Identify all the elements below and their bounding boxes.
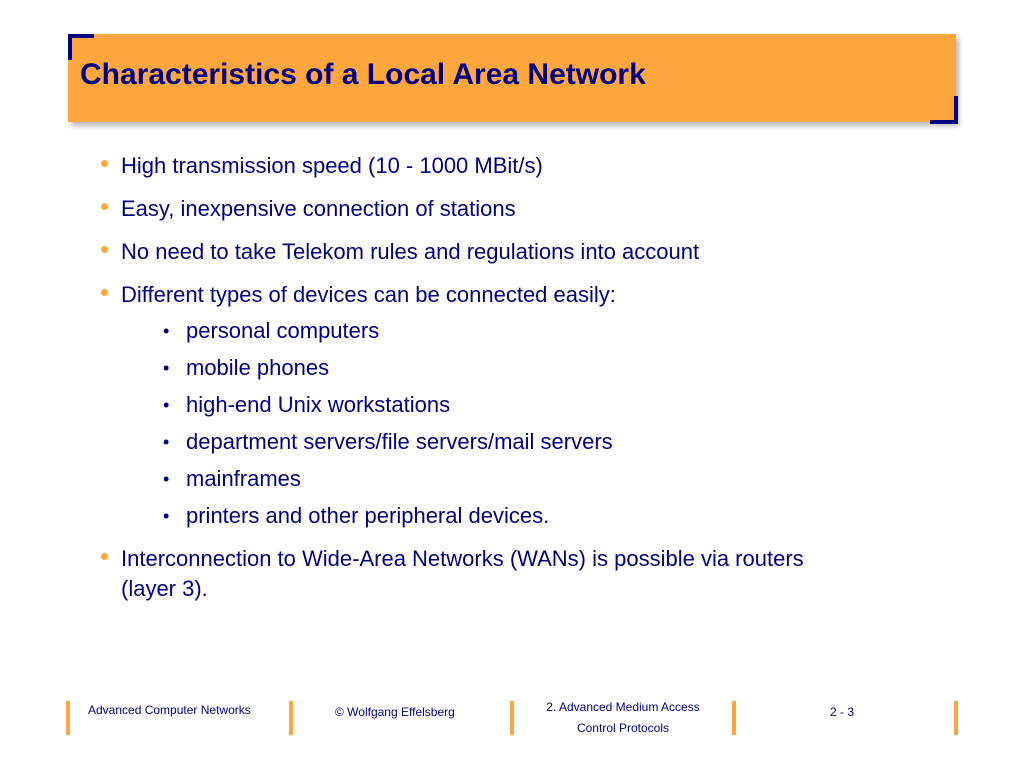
sub-bullet-text: department servers/file servers/mail servers xyxy=(186,429,613,454)
sub-bullet-item xyxy=(121,464,980,494)
footer-chapter-line1: 2. Advanced Medium Access xyxy=(546,700,700,714)
sub-bullet-list xyxy=(121,316,980,531)
footer-chapter-line2: Control Protocols xyxy=(576,721,670,735)
sub-bullet-text: personal computers xyxy=(186,318,380,343)
sub-bullet-icon: • xyxy=(163,358,170,378)
sub-bullet-icon: • xyxy=(163,321,170,341)
bullet-item xyxy=(100,234,980,267)
sub-bullet-icon: • xyxy=(163,432,170,452)
bullet-text-line2: (layer 3). xyxy=(121,576,208,601)
slide-title: Characteristics of a Local Area Network xyxy=(80,58,646,91)
bullet-icon: • xyxy=(100,148,110,178)
sub-bullet-text: mainframes xyxy=(186,466,301,491)
footer-course: Advanced Computer Networks xyxy=(88,703,251,717)
sub-bullet-item xyxy=(121,427,980,457)
sub-bullet-text: high-end Unix workstations xyxy=(186,392,451,417)
bullet-list xyxy=(100,148,980,617)
bullet-icon: • xyxy=(100,541,110,571)
bullet-text: Easy, inexpensive connection of stations xyxy=(121,196,516,221)
title-corner-bottom-right xyxy=(930,96,958,124)
title-corner-top-left xyxy=(68,34,94,60)
bullet-item xyxy=(100,541,980,604)
bullet-item xyxy=(100,148,980,181)
bullet-text: High transmission speed (10 - 1000 MBit/s) xyxy=(121,153,543,178)
footer-divider xyxy=(954,701,958,735)
footer-divider xyxy=(732,701,736,735)
bullet-icon: • xyxy=(100,277,110,307)
footer-divider xyxy=(289,701,293,735)
bullet-text: No need to take Telekom rules and regulations into account xyxy=(121,239,700,264)
bullet-item xyxy=(100,191,980,224)
slide-footer xyxy=(0,690,1024,740)
sub-bullet-item xyxy=(121,316,980,346)
sub-bullet-icon: • xyxy=(163,506,170,526)
bullet-icon: • xyxy=(100,234,110,264)
footer-copyright: © Wolfgang Effelsberg xyxy=(335,705,455,719)
bullet-icon: • xyxy=(100,191,110,221)
sub-bullet-item xyxy=(121,353,980,383)
footer-divider xyxy=(66,701,70,735)
footer-page-number: 2 - 3 xyxy=(830,705,855,719)
bullet-text-line1: Interconnection to Wide-Area Networks (WANs) is possible via routers xyxy=(121,546,804,571)
bullet-item xyxy=(100,277,980,531)
sub-bullet-item xyxy=(121,390,980,420)
sub-bullet-text: mobile phones xyxy=(186,355,330,380)
sub-bullet-icon: • xyxy=(163,395,170,415)
sub-bullet-icon: • xyxy=(163,469,170,489)
bullet-text: Different types of devices can be connected easily: xyxy=(121,282,616,307)
sub-bullet-item xyxy=(121,501,980,531)
sub-bullet-text: printers and other peripheral devices. xyxy=(186,503,550,528)
footer-divider xyxy=(510,701,514,735)
